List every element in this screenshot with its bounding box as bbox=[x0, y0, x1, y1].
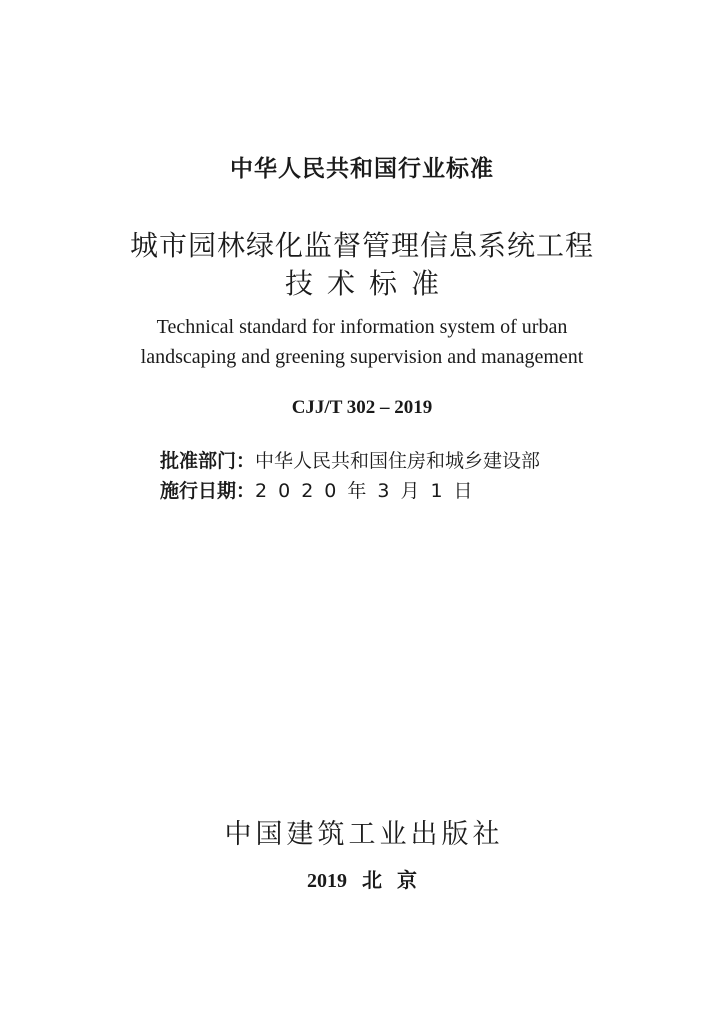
title-chinese-line-1: 城市园林绿化监督管理信息系统工程 bbox=[129, 229, 594, 262]
effective-label: 施行日期： bbox=[160, 480, 256, 502]
title-chinese-line-2: 技术标准 bbox=[284, 267, 453, 300]
standard-category: 中华人民共和国行业标准 bbox=[230, 156, 494, 182]
publication-place-year: 2019 北 京 bbox=[307, 870, 417, 892]
effective-date bbox=[160, 476, 484, 503]
title-english-line-1: Technical standard for information system of urban bbox=[156, 316, 568, 338]
standard-code: CJJ/T 302 – 2019 bbox=[291, 397, 433, 418]
title-english-line-2: landscaping and greening supervision and management bbox=[140, 346, 584, 368]
publisher-name: 中国建筑工业出版社 bbox=[224, 819, 504, 850]
approval-department bbox=[160, 446, 540, 473]
effective-value: 2020年3月1日 bbox=[255, 480, 484, 502]
approval-label: 批准部门： bbox=[160, 450, 256, 472]
approval-value: 中华人民共和国住房和城乡建设部 bbox=[255, 450, 541, 472]
